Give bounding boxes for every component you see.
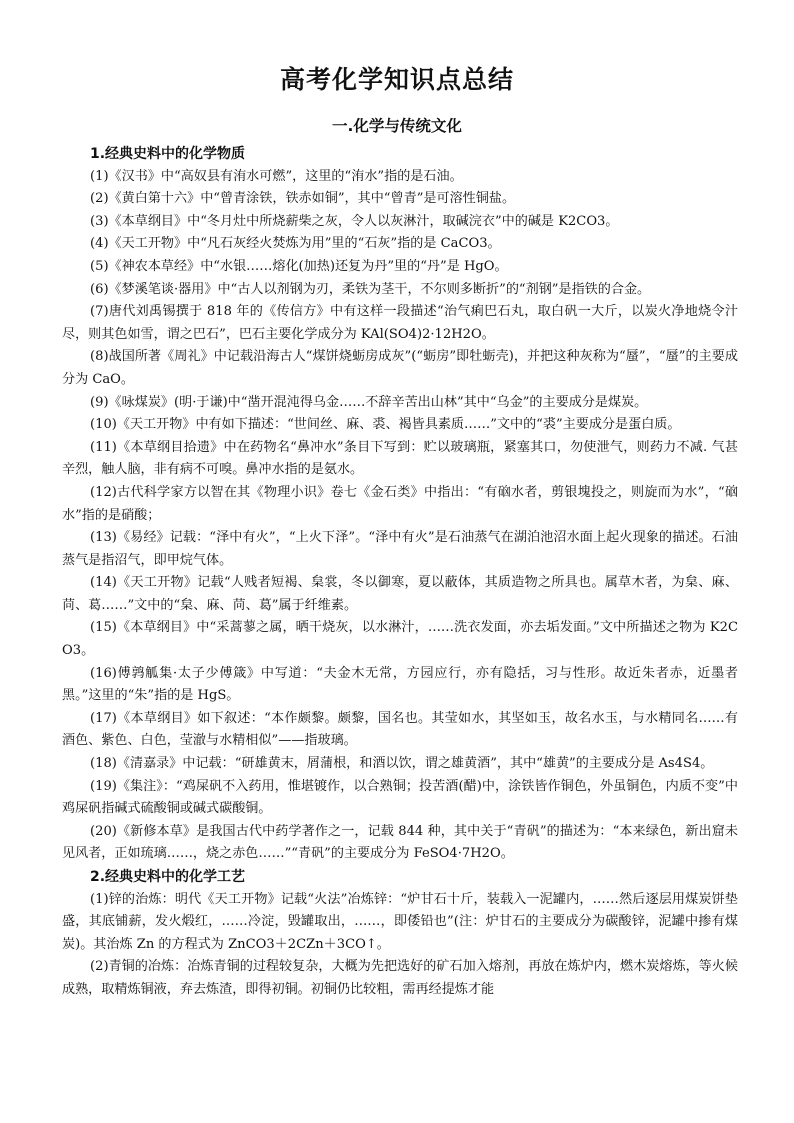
section-title: 一.化学与传统文化 — [332, 117, 462, 135]
list-item: (20)《新修本草》是我国古代中药学著作之一，记载 844 种，其中关于“青矾”的描述为：“本来绿色，新出窟未见风者，正如琉璃……，烧之赤色……”“青矾”的主要成分为 FeSO4·7H2O。 — [62, 823, 738, 862]
list-item: (15)《本草纲目》中“采蒿蓼之属，晒干烧灰，以水淋汁，……洗衣发面，亦去垢发面。”文中所描述之物为 K2CO3。 — [62, 620, 738, 659]
list-item: (13)《易经》记载：“泽中有火”，“上火下泽”。“泽中有火”是石油蒸气在湖泊池沼水面上起火现象的描述。石油蒸气是指沼气，即甲烷气体。 — [62, 530, 738, 568]
section-heading-chemical-substances: 1.经典史料中的化学物质 — [90, 146, 246, 162]
list-item: (7)唐代刘禹锡撰于 818 年的《传信方》中有这样一段描述“治气痢巴石丸，取白矾一大斤，以炭火净地烧令汁尽，则其色如雪，谓之巴石”，巴石主要化学成分为 KAl(SO4)2·12H2O。 — [62, 304, 738, 342]
list-item: (2)《黄白第十六》中“曾青涂铁，铁赤如铜”，其中“曾青”是可溶性铜盐。 — [90, 191, 516, 207]
list-item: (19)《集注》：“鸡屎矾不入药用，惟堪镀作，以合熟铜；投苦酒(醋)中，涂铁皆作铜色，外虽铜色，内质不变”中鸡屎矾指碱式硫酸铜或碱式碳酸铜。 — [62, 778, 738, 817]
section-heading-chemical-processes: 2.经典史料中的化学工艺 — [90, 869, 246, 885]
document-body — [62, 143, 738, 1002]
list-item: (5)《神农本草经》中“水银……熔化(加热)还复为丹”里的“丹”是 HgO。 — [90, 258, 508, 274]
list-item: (18)《清嘉录》中记载：“研雄黄末，屑蒲根，和酒以饮，谓之雄黄酒”，其中“雄黄”的主要成分是 As4S4。 — [90, 756, 714, 772]
list-item: (1)《汉书》中“高奴县有洧水可燃”，这里的“洧水”指的是石油。 — [90, 168, 463, 184]
list-item: (6)《梦溪笔谈·器用》中“古人以剂钢为刃，柔铁为茎干，不尔则多断折”的“剂钢”是指铁的合金。 — [90, 281, 651, 297]
list-item: (12)古代科学家方以智在其《物理小识》卷七《金石类》中指出：“有硇水者，剪银塊投之，则旋而为水”，“硇水”指的是硝酸； — [62, 484, 738, 523]
list-item: (17)《本草纲目》如下叙述：“本作颇黎。颇黎，国名也。其莹如水，其坚如玉，故名水玉，与水精同名……有酒色、紫色、白色，莹澈与水精相似”——指玻璃。 — [62, 710, 738, 749]
list-item: (11)《本草纲目拾遗》中在药物名“鼻冲水”条目下写到：贮以玻璃瓶，紧塞其口，勿使泄气，则药力不减. 气甚辛烈，触人脑，非有病不可嗅。鼻冲水指的是氨水。 — [62, 439, 738, 478]
list-item: (9)《咏煤炭》(明·于谦)中“凿开混沌得乌金……不辞辛苦出山林”其中“乌金”的主要成分是煤炭。 — [90, 394, 648, 410]
list-item: (8)战国所著《周礼》中记载沿海古人“煤饼烧蛎房成灰”(“蛎房”即牡蛎壳)，并把这种灰称为“蜃”，“蜃”的主要成分为 CaO。 — [62, 349, 738, 387]
list-item: (4)《天工开物》中“凡石灰经火焚炼为用”里的“石灰”指的是 CaCO3。 — [90, 236, 501, 252]
list-item: (16)傅鹑觚集·太子少傅箴》中写道：“夫金木无常，方园应行，亦有隐括，习与性形。故近朱者赤，近墨者黑。”这里的“朱”指的是 HgS。 — [62, 665, 738, 704]
list-item: (14)《天工开物》记载“人贱者短褐、枲裳，冬以御寒，夏以蔽体，其质造物之所具也。属草木者，为枲、麻、苘、葛……”文中的“枲、麻、苘、葛”属于纤维素。 — [62, 575, 738, 613]
list-item: (2)青铜的冶炼：冶炼青铜的过程较复杂，大概为先把选好的矿石加入熔剂，再放在炼炉内，燃木炭熔炼，等火候成熟，取精炼铜液，弃去炼渣，即得初铜。初铜仍比较粗，需再经提炼才能 — [62, 959, 738, 997]
page-title: 高考化学知识点总结 — [279, 65, 514, 94]
list-item: (10)《天工开物》中有如下描述：“世间丝、麻、裘、褐皆具素质……”文中的“裘”主要成分是蛋白质。 — [90, 417, 681, 433]
list-item: (1)锌的治炼：明代《天工开物》记载“火法”冶炼锌：“炉甘石十斤，装载入一泥罐内，……然后逐层用煤炭饼垫盛，其底铺薪，发火煅红，……冷淀，毁罐取出，……，即倭铅也”(注：炉甘石的主要成分为碳酸锌，泥罐中掺有煤炭)。其治炼 Zn 的方程式为 ZnCO3＋2CZn＋3CO↑。 — [62, 891, 738, 952]
list-item: (3)《本草纲目》中“冬月灶中所烧薪柴之灰，令人以灰淋汁，取碱浣衣”中的碱是 K2CO3。 — [90, 213, 619, 229]
